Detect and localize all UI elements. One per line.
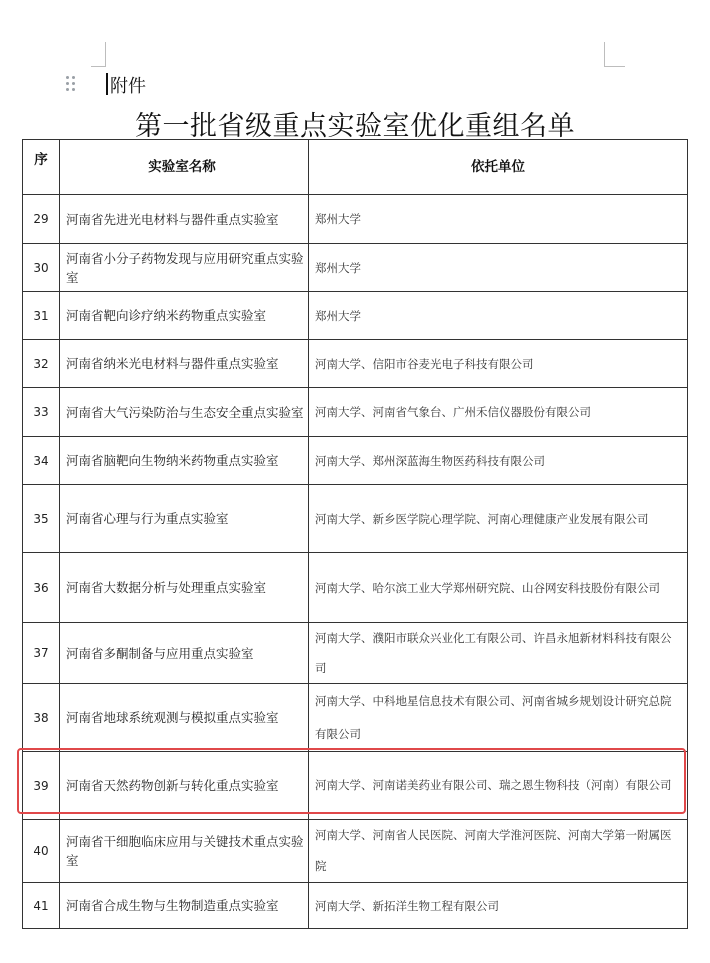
- row-host-unit: 河南大学、河南诺美药业有限公司、瑞之恩生物科技（河南）有限公司: [309, 752, 688, 820]
- row-seq: 30: [23, 244, 60, 292]
- table-row: [23, 388, 688, 437]
- header-host-unit: 依托单位: [309, 140, 688, 195]
- attachment-label: 附件: [110, 76, 146, 97]
- row-lab-name: 河南省大数据分析与处理重点实验室: [60, 553, 309, 623]
- row-lab-name: 河南省先进光电材料与器件重点实验室: [60, 195, 309, 244]
- row-seq: 38: [23, 684, 60, 752]
- drag-handle-icon[interactable]: [66, 76, 78, 92]
- crop-mark-top-left: [91, 42, 106, 67]
- row-host-unit: 河南大学、新拓洋生物工程有限公司: [309, 883, 688, 929]
- lab-list-table: [22, 139, 688, 929]
- row-host-unit: 郑州大学: [309, 292, 688, 340]
- document-title: 第一批省级重点实验室优化重组名单: [135, 111, 575, 142]
- header-lab-name: 实验室名称: [60, 140, 309, 195]
- row-lab-name: 河南省靶向诊疗纳米药物重点实验室: [60, 292, 309, 340]
- row-seq: 37: [23, 623, 60, 684]
- table-header-row: [23, 140, 688, 195]
- row-seq: 36: [23, 553, 60, 623]
- row-seq: 31: [23, 292, 60, 340]
- table-row: [23, 883, 688, 929]
- row-seq: 33: [23, 388, 60, 437]
- table-row: [23, 195, 688, 244]
- table-row: [23, 820, 688, 883]
- row-host-unit: 河南大学、新乡医学院心理学院、河南心理健康产业发展有限公司: [309, 485, 688, 553]
- table-row: [23, 244, 688, 292]
- row-lab-name: 河南省纳米光电材料与器件重点实验室: [60, 340, 309, 388]
- table-row-highlighted: [23, 752, 688, 820]
- row-lab-name: 河南省天然药物创新与转化重点实验室: [60, 752, 309, 820]
- table-row: [23, 684, 688, 752]
- row-seq: 40: [23, 820, 60, 883]
- row-seq: 39: [23, 752, 60, 820]
- row-lab-name: 河南省多酮制备与应用重点实验室: [60, 623, 309, 684]
- row-lab-name: 河南省合成生物与生物制造重点实验室: [60, 883, 309, 929]
- row-host-unit: 河南大学、濮阳市联众兴业化工有限公司、许昌永旭新材料科技有限公司: [309, 623, 688, 684]
- row-host-unit: 河南大学、哈尔滨工业大学郑州研究院、山谷网安科技股份有限公司: [309, 553, 688, 623]
- header-seq: 序: [23, 140, 60, 195]
- text-cursor: [106, 73, 108, 95]
- table-row: [23, 437, 688, 485]
- row-seq: 34: [23, 437, 60, 485]
- row-lab-name: 河南省干细胞临床应用与关键技术重点实验室: [60, 820, 309, 883]
- row-lab-name: 河南省小分子药物发现与应用研究重点实验室: [60, 244, 309, 292]
- row-host-unit: 郑州大学: [309, 195, 688, 244]
- row-lab-name: 河南省心理与行为重点实验室: [60, 485, 309, 553]
- row-seq: 41: [23, 883, 60, 929]
- row-host-unit: 河南大学、中科地星信息技术有限公司、河南省城乡规划设计研究总院有限公司: [309, 684, 688, 752]
- row-seq: 29: [23, 195, 60, 244]
- row-host-unit: 河南大学、信阳市谷麦光电子科技有限公司: [309, 340, 688, 388]
- table-row: [23, 623, 688, 684]
- row-host-unit: 河南大学、郑州深蓝海生物医药科技有限公司: [309, 437, 688, 485]
- crop-mark-top-right: [604, 42, 625, 67]
- row-lab-name: 河南省大气污染防治与生态安全重点实验室: [60, 388, 309, 437]
- table-row: [23, 485, 688, 553]
- row-host-unit: 河南大学、河南省气象台、广州禾信仪器股份有限公司: [309, 388, 688, 437]
- table-row: [23, 553, 688, 623]
- table-row: [23, 292, 688, 340]
- row-host-unit: 河南大学、河南省人民医院、河南大学淮河医院、河南大学第一附属医院: [309, 820, 688, 883]
- row-lab-name: 河南省脑靶向生物纳米药物重点实验室: [60, 437, 309, 485]
- row-seq: 32: [23, 340, 60, 388]
- table-row: [23, 340, 688, 388]
- row-lab-name: 河南省地球系统观测与模拟重点实验室: [60, 684, 309, 752]
- row-seq: 35: [23, 485, 60, 553]
- row-host-unit: 郑州大学: [309, 244, 688, 292]
